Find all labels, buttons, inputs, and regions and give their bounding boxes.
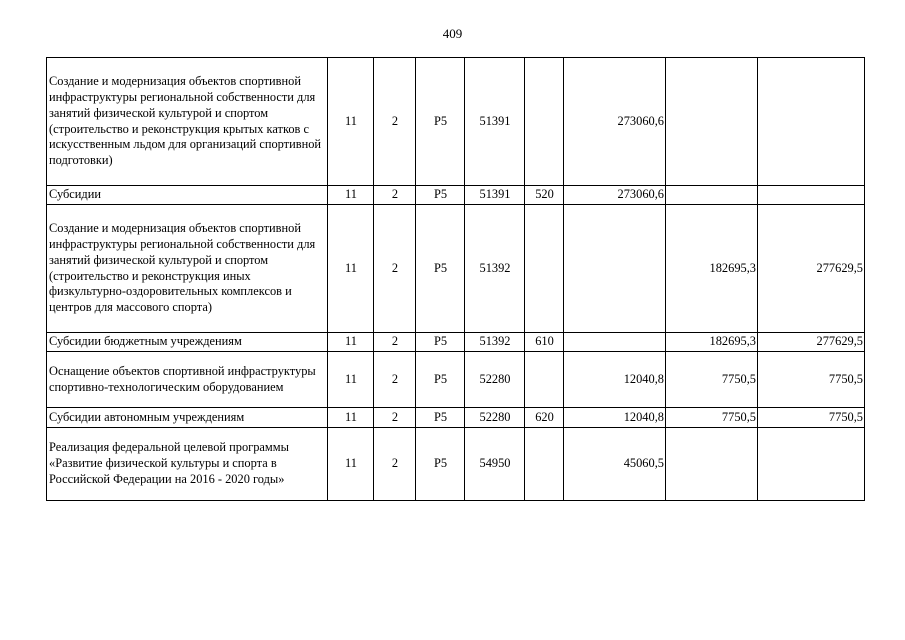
cell-subsection: 2 xyxy=(374,205,416,333)
table-row xyxy=(47,58,865,186)
table-row xyxy=(47,186,865,205)
cell-program: Р5 xyxy=(416,352,465,408)
cell-article: 51391 xyxy=(465,58,525,186)
cell-program: Р5 xyxy=(416,58,465,186)
cell-expense-type: 620 xyxy=(525,408,564,428)
cell-subsection: 2 xyxy=(374,428,416,501)
cell-program: Р5 xyxy=(416,428,465,501)
cell-amount-1: 45060,5 xyxy=(564,428,666,501)
cell-amount-2: 7750,5 xyxy=(666,408,758,428)
cell-program: Р5 xyxy=(416,205,465,333)
cell-article: 51392 xyxy=(465,205,525,333)
cell-amount-1: 273060,6 xyxy=(564,186,666,205)
cell-article: 54950 xyxy=(465,428,525,501)
cell-article: 51391 xyxy=(465,186,525,205)
cell-amount-2 xyxy=(666,186,758,205)
cell-subsection: 2 xyxy=(374,408,416,428)
cell-amount-3: 277629,5 xyxy=(758,333,865,352)
cell-subsection: 2 xyxy=(374,58,416,186)
cell-amount-2 xyxy=(666,58,758,186)
cell-section: 11 xyxy=(328,333,374,352)
cell-article: 52280 xyxy=(465,408,525,428)
cell-article: 51392 xyxy=(465,333,525,352)
cell-name: Субсидии бюджетным учреждениям xyxy=(47,333,328,352)
cell-amount-3 xyxy=(758,58,865,186)
cell-program: Р5 xyxy=(416,186,465,205)
cell-amount-3: 7750,5 xyxy=(758,408,865,428)
cell-subsection: 2 xyxy=(374,333,416,352)
cell-section: 11 xyxy=(328,408,374,428)
cell-amount-1: 273060,6 xyxy=(564,58,666,186)
table-row xyxy=(47,428,865,501)
table-row xyxy=(47,333,865,352)
cell-amount-2: 7750,5 xyxy=(666,352,758,408)
cell-subsection: 2 xyxy=(374,352,416,408)
cell-amount-2: 182695,3 xyxy=(666,205,758,333)
cell-expense-type xyxy=(525,58,564,186)
cell-subsection: 2 xyxy=(374,186,416,205)
cell-program: Р5 xyxy=(416,408,465,428)
cell-section: 11 xyxy=(328,428,374,501)
cell-name: Создание и модернизация объектов спортивной инфраструктуры региональной собственности для занятий физической культурой и спортом (строительство и реконструкция иных физкультурно-оздоровительных комплексов и центров для массового спорта) xyxy=(47,205,328,333)
table-row xyxy=(47,205,865,333)
cell-expense-type xyxy=(525,205,564,333)
cell-name: Субсидии xyxy=(47,186,328,205)
cell-section: 11 xyxy=(328,352,374,408)
cell-amount-1: 12040,8 xyxy=(564,352,666,408)
cell-amount-1 xyxy=(564,205,666,333)
cell-expense-type: 610 xyxy=(525,333,564,352)
budget-table xyxy=(46,57,865,501)
cell-name: Субсидии автономным учреждениям xyxy=(47,408,328,428)
cell-amount-1 xyxy=(564,333,666,352)
cell-name: Реализация федеральной целевой программы «Развитие физической культуры и спорта в Российской Федерации на 2016 - 2020 годы» xyxy=(47,428,328,501)
cell-section: 11 xyxy=(328,58,374,186)
cell-amount-3: 7750,5 xyxy=(758,352,865,408)
cell-amount-3 xyxy=(758,428,865,501)
cell-program: Р5 xyxy=(416,333,465,352)
cell-amount-3 xyxy=(758,186,865,205)
cell-section: 11 xyxy=(328,186,374,205)
cell-expense-type xyxy=(525,428,564,501)
cell-name: Создание и модернизация объектов спортивной инфраструктуры региональной собственности для занятий физической культурой и спортом (строительство и реконструкция крытых катков с искусственным льдом для организаций спортивной подготовки) xyxy=(47,58,328,186)
cell-amount-1: 12040,8 xyxy=(564,408,666,428)
cell-amount-3: 277629,5 xyxy=(758,205,865,333)
cell-amount-2: 182695,3 xyxy=(666,333,758,352)
table-row xyxy=(47,408,865,428)
table-row xyxy=(47,352,865,408)
cell-section: 11 xyxy=(328,205,374,333)
cell-expense-type xyxy=(525,352,564,408)
cell-expense-type: 520 xyxy=(525,186,564,205)
cell-amount-2 xyxy=(666,428,758,501)
cell-name: Оснащение объектов спортивной инфраструктуры спортивно-технологическим оборудованием xyxy=(47,352,328,408)
cell-article: 52280 xyxy=(465,352,525,408)
page-number: 409 xyxy=(442,26,463,41)
